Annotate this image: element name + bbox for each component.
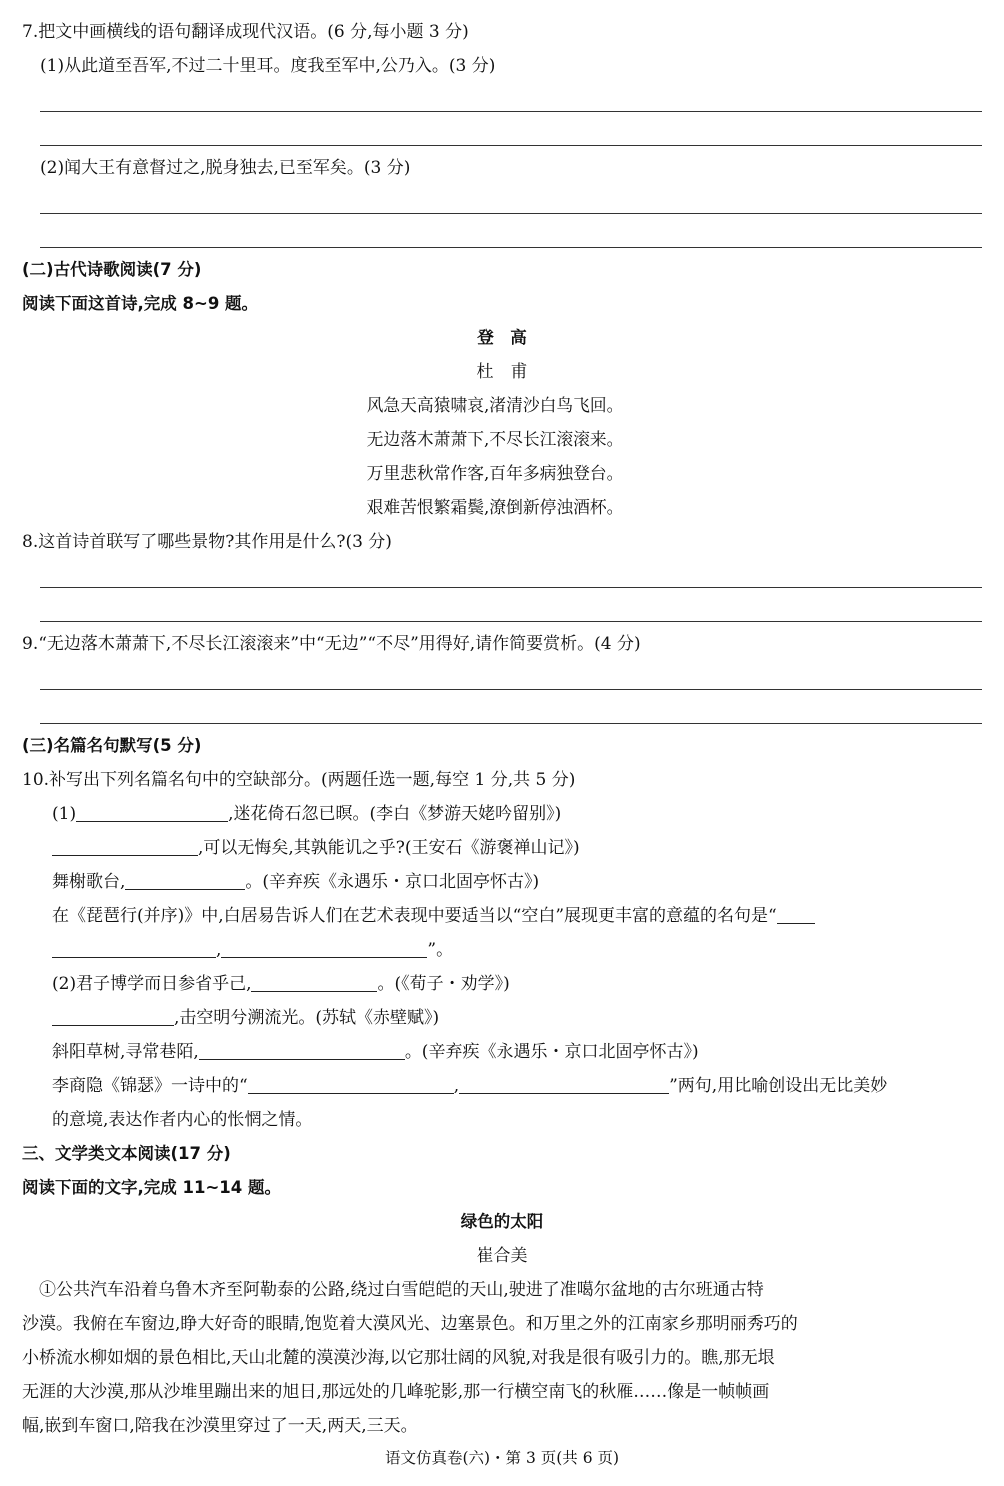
fill-suffix: ”。 [427, 940, 454, 960]
fill-prefix: (1) [52, 804, 77, 824]
fill-blank[interactable] [777, 905, 815, 924]
fill-line-a4 [52, 904, 815, 928]
section-heading-poetry: (二)古代诗歌阅读(7 分) [22, 260, 202, 279]
fill-blank[interactable] [199, 1041, 405, 1060]
fill-sep: , [453, 1076, 460, 1096]
fill-line-b4 [52, 1074, 887, 1098]
q8-text: 8.这首诗首联写了哪些景物?其作用是什么?(3 分) [22, 532, 392, 552]
answer-line[interactable] [40, 621, 982, 622]
fill-line-a3 [52, 870, 539, 894]
fill-blank[interactable] [52, 939, 216, 958]
fill-suffix: 。(辛弃疾《永遇乐・京口北固亭怀古》) [245, 872, 540, 892]
q9-text: 9.“无边落木萧萧下,不尽长江滚滚来”中“无边”“不尽”用得好,请作简要赏析。(4 分) [22, 634, 641, 654]
poetry-instruction: 阅读下面这首诗,完成 8~9 题。 [22, 294, 259, 313]
answer-line[interactable] [40, 689, 982, 690]
fill-line-b4-cont: 的意境,表达作者内心的怅惘之情。 [52, 1110, 313, 1130]
answer-line[interactable] [40, 247, 982, 248]
poem-author: 杜 甫 [476, 362, 528, 382]
section-heading-recitation: (三)名篇名句默写(5 分) [22, 736, 202, 755]
fill-suffix: ,迷花倚石忽已暝。(李白《梦游天姥吟留别》) [228, 804, 562, 824]
fill-line-b3 [52, 1040, 699, 1064]
fill-suffix: 。(辛弃疾《永遇乐・京口北固亭怀古》) [404, 1042, 699, 1062]
fill-line-b2 [52, 1006, 439, 1030]
paragraph-line: 沙漠。我俯在车窗边,睁大好奇的眼睛,饱览着大漠风光、边塞景色。和万里之外的江南家乡那明丽秀巧的 [22, 1314, 798, 1334]
fill-prefix: 舞榭歌台, [52, 872, 126, 892]
fill-suffix: ,可以无悔矣,其孰能讥之乎?(王安石《游褒禅山记》) [198, 838, 580, 858]
fill-blank[interactable] [76, 803, 228, 822]
fill-blank[interactable] [459, 1075, 669, 1094]
paragraph-line: 幅,嵌到车窗口,陪我在沙漠里穿过了一天,两天,三天。 [22, 1416, 418, 1436]
poem-line: 艰难苦恨繁霜鬓,潦倒新停浊酒杯。 [366, 498, 624, 518]
paragraph-line: ①公共汽车沿着乌鲁木齐至阿勒泰的公路,绕过白雪皑皑的天山,驶进了准噶尔盆地的古尔班通古特 [22, 1280, 764, 1300]
poem-line: 风急天高猿啸哀,渚清沙白鸟飞回。 [366, 396, 624, 416]
fill-prefix: 李商隐《锦瑟》一诗中的“ [52, 1076, 248, 1096]
fill-blank[interactable] [52, 1007, 174, 1026]
q7-stem: 7.把文中画横线的语句翻译成现代汉语。(6 分,每小题 3 分) [22, 22, 469, 42]
fill-prefix: 在《琵琶行(并序)》中,白居易告诉人们在艺术表现中要适当以“空白”展现更丰富的意蕴的名句是“ [52, 906, 777, 926]
fill-sep: , [216, 940, 222, 960]
q7-sub1: (1)从此道至吾军,不过二十里耳。度我至军中,公乃入。(3 分) [40, 56, 496, 76]
fill-prefix: (2)君子博学而日参省乎己, [52, 974, 252, 994]
fill-blank[interactable] [125, 871, 245, 890]
fill-line-a4b [52, 938, 453, 962]
answer-line[interactable] [40, 111, 982, 112]
page-footer: 语文仿真卷(六)・第 3 页(共 6 页) [384, 1449, 620, 1467]
fill-suffix: ,击空明兮溯流光。(苏轼《赤壁赋》) [174, 1008, 440, 1028]
q7-sub2: (2)闻大王有意督过之,脱身独去,已至军矣。(3 分) [40, 158, 411, 178]
fill-line-b1 [52, 972, 510, 996]
answer-line[interactable] [40, 587, 982, 588]
answer-line[interactable] [40, 723, 982, 724]
q10-stem: 10.补写出下列名篇名句中的空缺部分。(两题任选一题,每空 1 分,共 5 分) [22, 770, 576, 790]
poem-line: 无边落木萧萧下,不尽长江滚滚来。 [366, 430, 624, 450]
article-author: 崔合美 [476, 1246, 528, 1266]
fill-blank[interactable] [251, 973, 377, 992]
part-heading-literary: 三、文学类文本阅读(17 分) [22, 1144, 231, 1163]
poem-title: 登 高 [477, 328, 527, 347]
fill-line-a2 [52, 836, 580, 860]
fill-blank[interactable] [221, 939, 427, 958]
fill-suffix: ”两句,用比喻创设出无比美妙 [669, 1076, 888, 1096]
poem-line: 万里悲秋常作客,百年多病独登台。 [366, 464, 624, 484]
article-title: 绿色的太阳 [460, 1212, 544, 1231]
fill-blank[interactable] [52, 837, 198, 856]
paragraph-line: 无涯的大沙漠,那从沙堆里蹦出来的旭日,那远处的几峰驼影,那一行横空南飞的秋雁……像是一帧帧画 [22, 1382, 770, 1402]
paragraph-line: 小桥流水柳如烟的景色相比,天山北麓的漠漠沙海,以它那壮阔的风貌,对我是很有吸引力的。瞧,那无垠 [22, 1348, 775, 1368]
fill-prefix: 斜阳草树,寻常巷陌, [52, 1042, 199, 1062]
fill-suffix: 。(《荀子・劝学》) [377, 974, 510, 994]
answer-line[interactable] [40, 145, 982, 146]
fill-blank[interactable] [248, 1075, 454, 1094]
fill-line-a1 [52, 802, 561, 826]
literary-instruction: 阅读下面的文字,完成 11~14 题。 [22, 1178, 282, 1197]
answer-line[interactable] [40, 213, 982, 214]
